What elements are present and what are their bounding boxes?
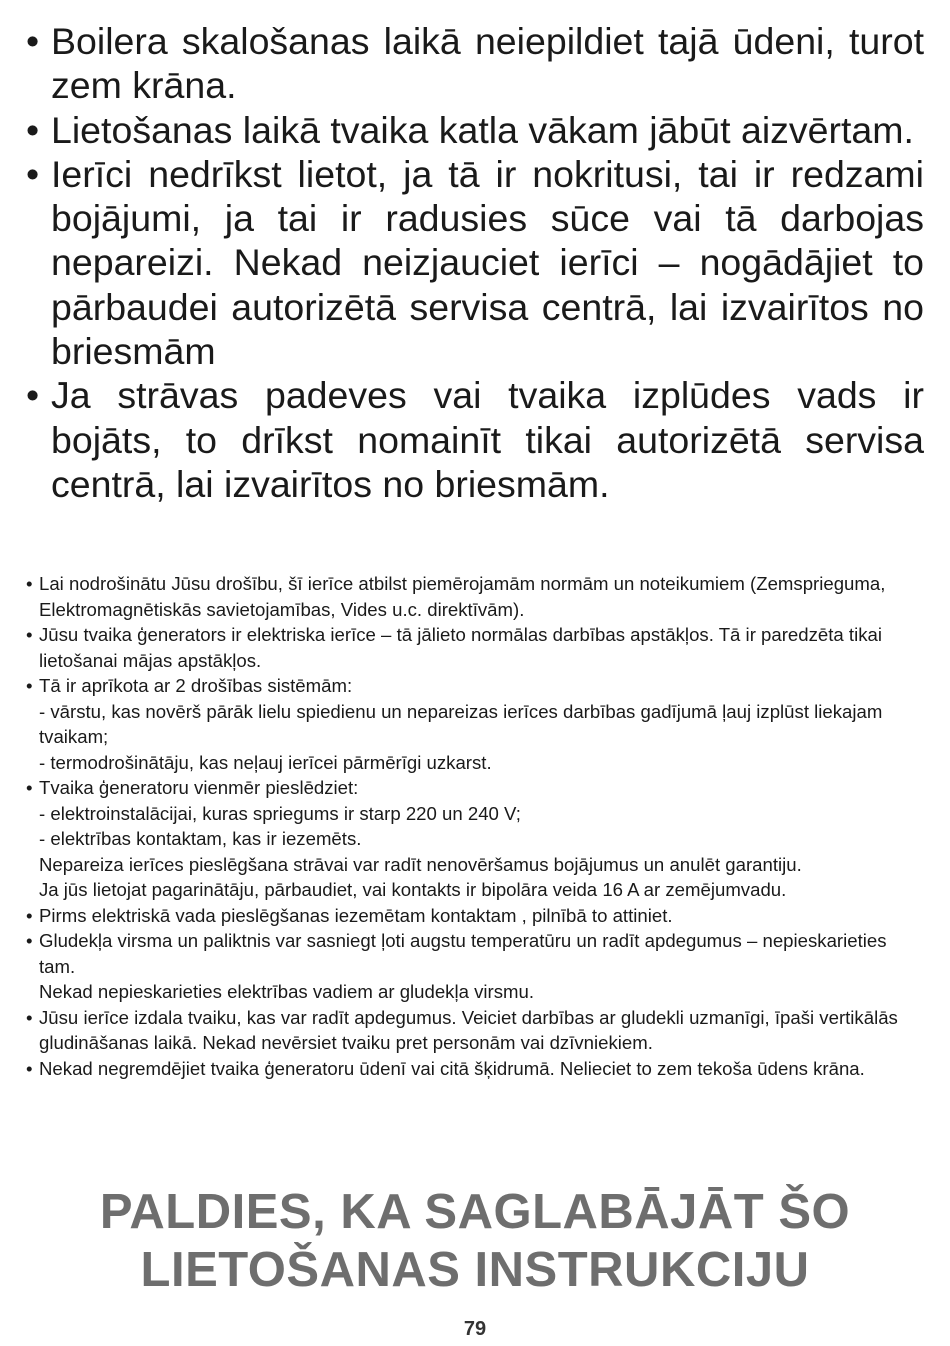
large-warning-list xyxy=(26,19,924,506)
bullet-line: - elektroinstalācijai, kuras spriegums ir starp 220 un 240 V; xyxy=(39,802,521,824)
bullet-line: - elektrības kontaktam, kas ir iezemēts. xyxy=(39,828,362,849)
small-bullet-item xyxy=(26,928,926,1005)
small-bullet-item xyxy=(26,903,926,929)
bullet-line: - termodrošinātāju, kas neļauj ierīcei pārmērīgi uzkarst. xyxy=(39,751,492,773)
large-bullet-item: • Ja strāvas padeves vai tvaika izplūdes vads ir bojāts, to drīkst nomainīt tikai autorizētā servisa centrā, lai izvairītos no briesmām. xyxy=(26,373,924,506)
large-bullet-item: • Lietošanas laikā tvaika katla vākam jābūt aizvērtam. xyxy=(26,108,924,152)
closing-heading xyxy=(0,1183,950,1299)
large-bullet-item: • Boilera skalošanas laikā neiepildiet tajā ūdeni, turot zem krāna. xyxy=(26,19,924,108)
small-bullet-item xyxy=(26,775,926,903)
closing-heading-line: LIETOŠANAS INSTRUKCIJU xyxy=(140,1243,810,1297)
bullet-line: • Jūsu tvaika ģenerators ir elektriska ierīce – tā jālieto normālas darbības apstākļos. Tā ir paredzēta tikai lietošanai mājas apstākļos. xyxy=(39,624,882,671)
bullet-line: • Tvaika ģeneratoru vienmēr pieslēdziet: xyxy=(39,777,359,798)
safety-instructions-list xyxy=(26,571,926,1081)
small-bullet-item xyxy=(26,1005,926,1056)
large-bullet-item: • Ierīci nedrīkst lietot, ja tā ir nokritusi, tai ir redzami bojājumi, ja tai ir radusies sūce vai tā darbojas nepareizi. Nekad neizjauciet ierīci – nogādājiet to pārbaudei autorizētā servisa centrā, lai izvairītos no briesmām xyxy=(26,152,924,373)
small-bullet-item xyxy=(26,1056,926,1082)
small-bullet-item xyxy=(26,571,926,622)
small-bullet-item xyxy=(26,673,926,775)
bullet-line: - vārstu, kas novērš pārāk lielu spiedienu un nepareizas ierīces darbības gadījumā ļauj izplūst liekajam tvaikam; xyxy=(39,700,883,747)
closing-heading-line: PALDIES, KA SAGLABĀJĀT ŠO xyxy=(99,1185,851,1239)
page-number: 79 xyxy=(463,1318,487,1340)
bullet-line: • Nekad negremdējiet tvaika ģeneratoru ūdenī vai citā šķidrumā. Nelieciet to zem tekoša ūdens krāna. xyxy=(39,1057,865,1079)
bullet-line: • Tā ir aprīkota ar 2 drošības sistēmām: xyxy=(39,675,353,696)
bullet-line: Ja jūs lietojat pagarinātāju, pārbaudiet, vai kontakts ir bipolāra veida 16 A ar zemējumvadu. xyxy=(39,879,787,900)
bullet-line: Nekad nepieskarieties elektrības vadiem ar gludekļa virsmu. xyxy=(39,981,535,1002)
small-bullet-item xyxy=(26,622,926,673)
bullet-line: • Gludekļa virsma un paliktnis var sasniegt ļoti augstu temperatūru un radīt apdegumus – nepieskarieties tam. xyxy=(39,930,887,977)
bullet-line: • Pirms elektriskā vada pieslēgšanas iezemētam kontaktam , pilnībā to attiniet. xyxy=(39,904,673,926)
bullet-line: • Jūsu ierīce izdala tvaiku, kas var radīt apdegumus. Veiciet darbības ar gludekli uzmanīgi, īpaši vertikālās gludināšanas laikā. Nekad nevērsiet tvaiku pret personām vai dzīvniekiem. xyxy=(39,1006,898,1053)
bullet-line: Nepareiza ierīces pieslēgšana strāvai var radīt nenovēršamus bojājumus un anulēt garantiju. xyxy=(39,853,802,875)
bullet-line: • Lai nodrošinātu Jūsu drošību, šī ierīce atbilst piemērojamām normām un noteikumiem (Zemsprieguma, Elektromagnētiskās savietojamības, Vides u.c. direktīvām). xyxy=(39,573,886,620)
